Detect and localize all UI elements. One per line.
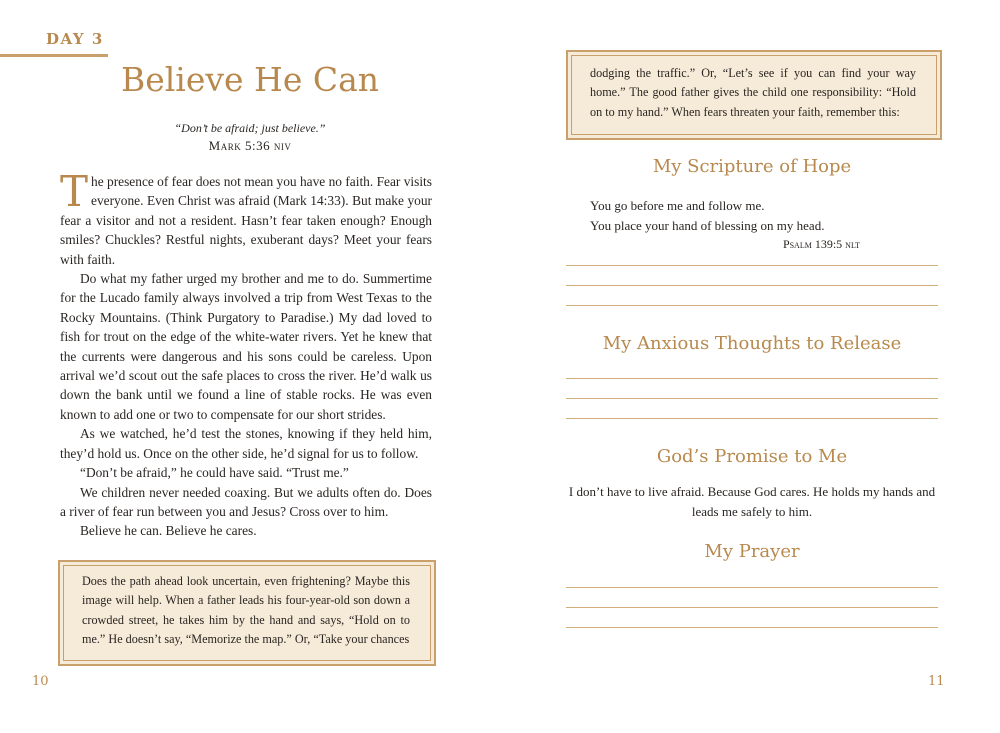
promise-text: I don’t have to live afraid. Because God cares. He holds my hands and leads me safely to him. (568, 484, 936, 519)
callout-text: Does the path ahead look uncertain, even frightening? Maybe this image will help. When a father leads his four-year-old son down a crowded street, he takes him by the hand and says, “Hold on to me.” He doesn’t say, “Memorize the map.” Or, “Take your chances (82, 574, 410, 647)
scripture-reference: Psalm 139:5 nlt (782, 237, 860, 251)
writing-line (566, 418, 938, 419)
scripture-line: You go before me and follow me. (590, 198, 765, 213)
devotional-body (60, 167, 432, 541)
paragraph-text: he presence of fear does not mean you have no faith. Fear visits everyone. Even Christ was afraid (Mark 14:33). But make your fear a visitor and not a resident. Hasn’t fear taken enough? Enough smiles? Chuckles? Restful nights, exuberant days? Meet your fears with faith. (60, 174, 432, 267)
body-paragraph: As we watched, he’d test the stones, knowing if they held him, they’d hold us. Once on the other side, he’d signal for us to follow. (60, 426, 432, 461)
writing-lines-anxious (566, 378, 938, 438)
anxious-thoughts-heading: My Anxious Thoughts to Release (602, 333, 902, 354)
writing-line (566, 607, 938, 608)
callout-box (58, 560, 436, 666)
page-title: Believe He Can (120, 60, 380, 99)
body-paragraph: “Don’t be afraid,” he could have said. “Trust me.” (80, 465, 349, 481)
writing-line (566, 398, 938, 399)
writing-lines-scripture (566, 265, 938, 325)
epigraph (0, 120, 500, 154)
prayer-heading: My Prayer (704, 541, 800, 562)
writing-line (566, 587, 938, 588)
day-label: DAY 3 (46, 30, 104, 48)
epigraph-quote: “Don’t be afraid; just believe.” (174, 121, 326, 135)
page-number: 11 (928, 674, 945, 689)
epigraph-reference: Mark 5:36 niv (208, 138, 292, 153)
writing-lines-prayer (566, 587, 938, 647)
scripture-block (590, 196, 860, 252)
drop-cap: T (60, 167, 89, 216)
body-paragraph: Believe he can. Believe he cares. (80, 523, 257, 539)
writing-line (566, 378, 938, 379)
writing-line (566, 305, 938, 306)
page-number: 10 (32, 674, 49, 689)
body-paragraph: We children never needed coaxing. But we adults often do. Does a river of fear run between you and Jesus? Cross over to him. (60, 484, 432, 519)
writing-line (566, 285, 938, 286)
scripture-line: You place your hand of blessing on my head. (590, 218, 825, 233)
callout-box-continued (566, 50, 942, 140)
body-paragraph (60, 167, 432, 269)
callout-text: dodging the traffic.” Or, “Let’s see if you can find your way home.” The good father gives the child one responsibility: “Hold on to my hand.” When fears threaten your faith, remember this: (590, 66, 916, 119)
body-paragraph: Do what my father urged my brother and me to do. Summertime for the Lucado family always involved a trip from West Texas to the Rocky Mountains. (Think Purgatory to Paradise.) My dad loved to fish for trout on the edge of the white-water rivers. Yet he knew that the currents were dangerous and his sons could be careless. Upon arrival we’d scout out the safe places to cross the river. He’d walk us down the bank until we found a line of stable rocks. He was even known to add one or two to compensate for our short strides. (60, 271, 432, 422)
writing-line (566, 265, 938, 266)
promise-heading: God’s Promise to Me (656, 446, 848, 467)
writing-line (566, 627, 938, 628)
day-tab (0, 28, 108, 57)
right-page (500, 0, 1000, 733)
scripture-heading: My Scripture of Hope (652, 156, 852, 177)
